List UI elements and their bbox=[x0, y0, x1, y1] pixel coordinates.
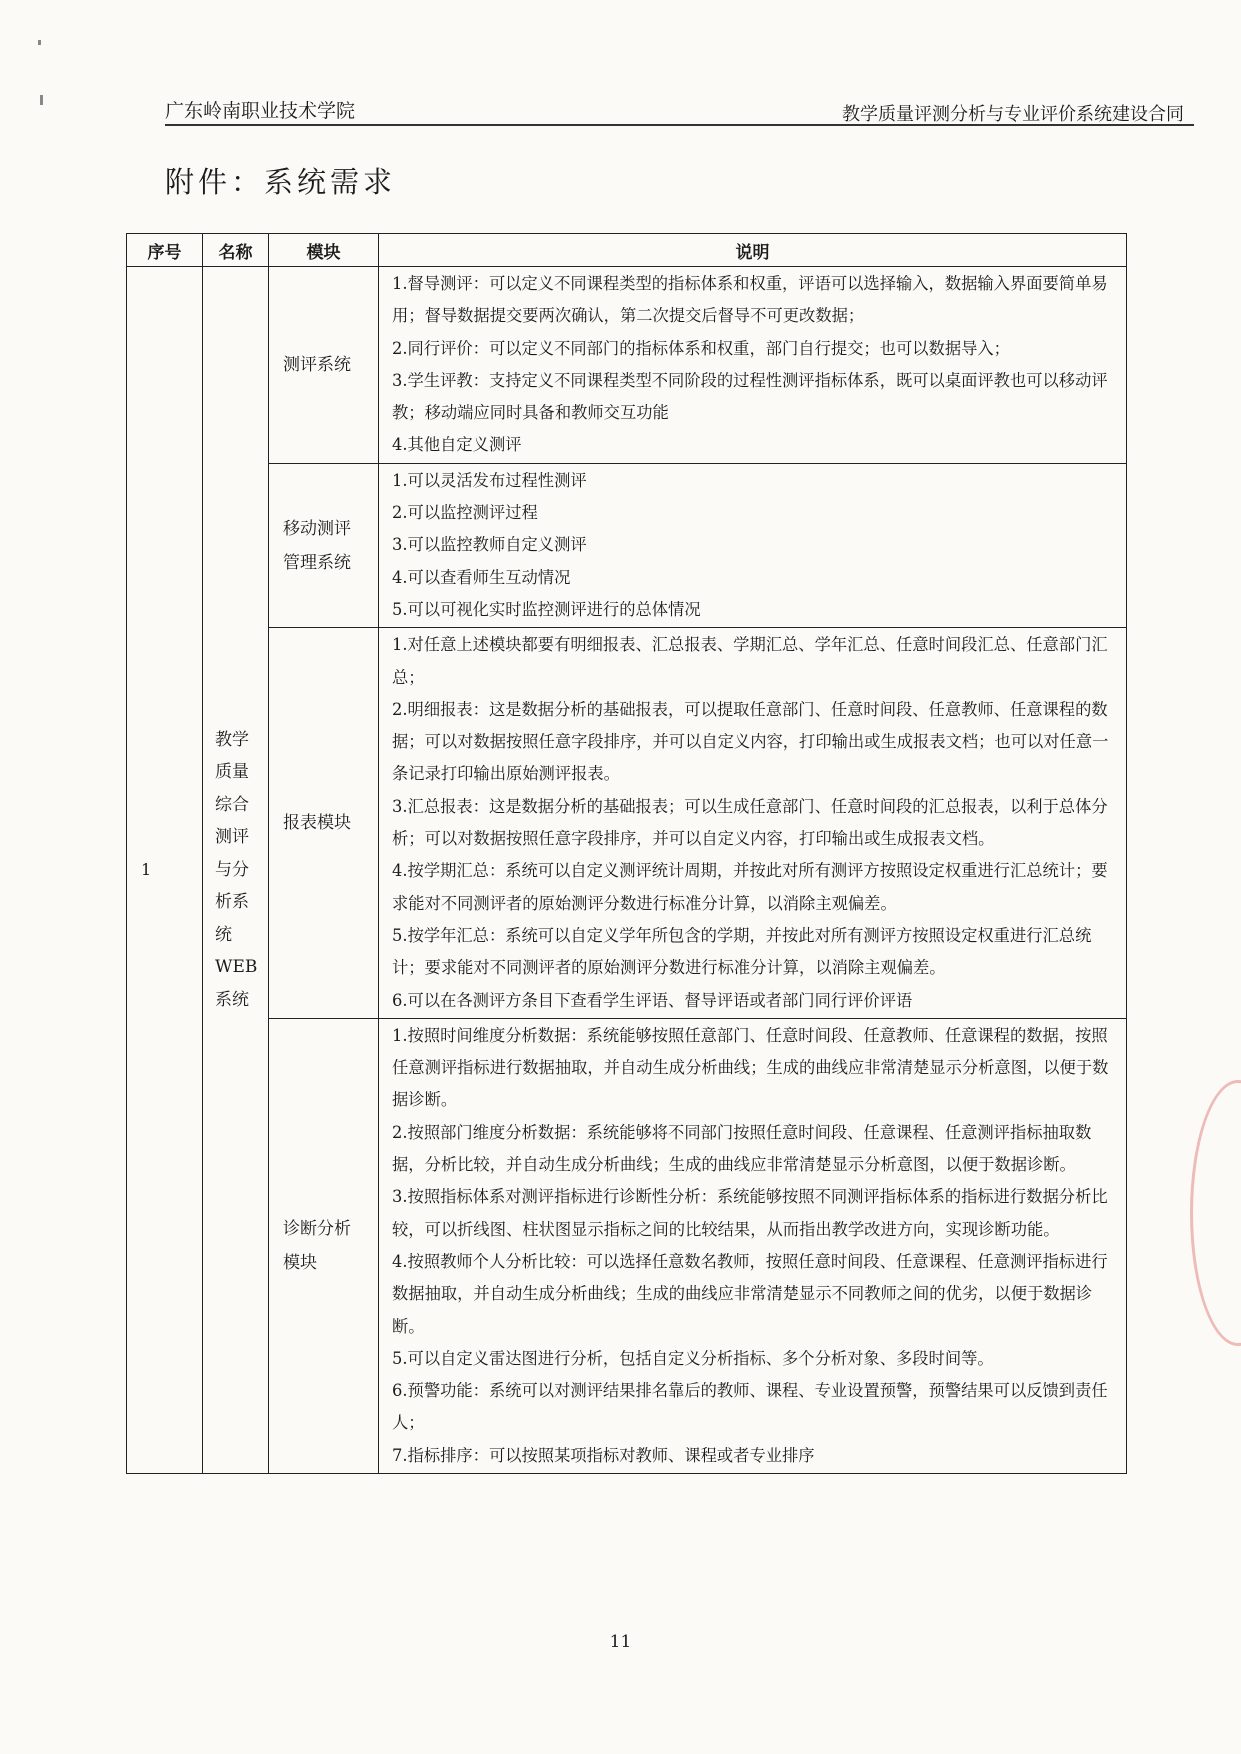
module-reports bbox=[269, 628, 379, 1019]
page-number: 11 bbox=[609, 1632, 632, 1652]
row-number: 1 bbox=[127, 267, 203, 1474]
requirement-item: 1.按照时间维度分析数据：系统能够按照任意部门、任意时间段、任意教师、任意课程的数据，按照任意测评指标进行数据抽取，并自动生成分析曲线；生成的曲线应非常清楚显示分析意图，以便于数据诊断。 bbox=[392, 1025, 1109, 1110]
module-name-line: 模块 bbox=[283, 1252, 317, 1273]
requirement-item: 3.汇总报表：这是数据分析的基础报表；可以生成任意部门、任意时间段的汇总报表，以利于总体分析；可以对数据按照任意字段排序，并可以自定义内容，打印输出或生成报表文档。 bbox=[392, 796, 1108, 849]
header-name: 名称 bbox=[203, 234, 269, 267]
table-row bbox=[127, 1018, 1127, 1473]
system-name-line: 教学 bbox=[215, 729, 249, 750]
red-seal-stamp bbox=[1190, 1080, 1241, 1346]
requirement-item: 4.按照教师个人分析比较：可以选择任意数名教师，按照任意时间段、任意课程、任意测评指标进行数据抽取，并自动生成分析曲线；生成的曲线应非常清楚显示不同教师之间的优劣，以便于数据诊断。 bbox=[392, 1251, 1108, 1336]
requirement-item: 2.明细报表：这是数据分析的基础报表，可以提取任意部门、任意时间段、任意教师、任意课程的数据；可以对数据按照任意字段排序，并可以自定义内容，打印输出或生成报表文档；也可以对任意一条记录打印输出原始测评报表。 bbox=[392, 699, 1109, 784]
module-evaluation-description bbox=[379, 267, 1127, 464]
requirement-item: 1.督导测评：可以定义不同课程类型的指标体系和权重，评语可以选择输入，数据输入界面要简单易用；督导数据提交要两次确认，第二次提交后督导不可更改数据； bbox=[392, 274, 1108, 326]
requirements-table bbox=[126, 233, 1127, 1474]
module-evaluation-system bbox=[269, 267, 379, 464]
module-diagnostic-analysis bbox=[269, 1018, 379, 1473]
requirement-item: 1.可以灵活发布过程性测评 bbox=[392, 470, 587, 490]
requirement-item: 5.可以可视化实时监控测评进行的总体情况 bbox=[392, 599, 701, 619]
system-name-line: 与分 bbox=[215, 859, 249, 880]
header-institution: 广东岭南职业技术学院 bbox=[165, 100, 356, 122]
module-name-line: 移动测评 bbox=[283, 518, 351, 539]
table-row bbox=[127, 267, 1127, 464]
table-row bbox=[127, 628, 1127, 1019]
requirement-item: 7.指标排序：可以按照某项指标对教师、课程或者专业排序 bbox=[392, 1445, 815, 1465]
requirement-item: 6.预警功能：系统可以对测评结果排名靠后的教师、课程、专业设置预警，预警结果可以反馈到责任人； bbox=[392, 1381, 1108, 1433]
system-name-line: 综合 bbox=[215, 794, 249, 815]
requirement-item: 6.可以在各测评方条目下查看学生评语、督导评语或者部门同行评价评语 bbox=[392, 990, 913, 1010]
system-name-line: 析系 bbox=[215, 892, 249, 913]
requirement-item: 3.按照指标体系对测评指标进行诊断性分析：系统能够按照不同测评指标体系的指标进行数据分析比较，可以折线图、柱状图显示指标之间的比较结果，从而指出教学改进方向，实现诊断功能。 bbox=[392, 1187, 1108, 1239]
system-name-line: WEB bbox=[215, 957, 258, 978]
requirement-item: 3.学生评教：支持定义不同课程类型不同阶段的过程性测评指标体系，既可以桌面评教也可以移动评教；移动端应同时具备和教师交互功能 bbox=[392, 370, 1108, 423]
table-header-row bbox=[127, 234, 1127, 267]
scan-speck bbox=[38, 40, 41, 45]
scan-speck bbox=[40, 95, 43, 105]
header-contract-title: 教学质量评测分析与专业评价系统建设合同 bbox=[842, 104, 1184, 125]
requirement-item: 1.对任意上述模块都要有明细报表、汇总报表、学期汇总、学年汇总、任意时间段汇总、任意部门汇总； bbox=[392, 635, 1108, 687]
header-description: 说明 bbox=[379, 234, 1127, 267]
module-mobile-management bbox=[269, 463, 379, 627]
page-header bbox=[165, 92, 1184, 126]
requirement-item: 4.其他自定义测评 bbox=[392, 435, 522, 455]
requirements-table-wrapper bbox=[126, 233, 1126, 1474]
module-name-line: 管理系统 bbox=[283, 552, 351, 573]
system-name-line: 系统 bbox=[215, 989, 249, 1010]
requirement-item: 2.按照部门维度分析数据：系统能够将不同部门按照任意时间段、任意课程、任意测评指标抽取数据，分析比较，并自动生成分析曲线；生成的曲线应非常清楚显示分析意图，以便于数据诊断。 bbox=[392, 1122, 1092, 1175]
requirement-item: 3.可以监控教师自定义测评 bbox=[392, 535, 587, 555]
module-name-line: 诊断分析 bbox=[283, 1218, 351, 1239]
header-no: 序号 bbox=[127, 234, 203, 267]
requirement-item: 2.同行评价：可以定义不同部门的指标体系和权重，部门自行提交；也可以数据导入； bbox=[392, 338, 1010, 358]
requirement-item: 5.可以自定义雷达图进行分析，包括自定义分析指标、多个分析对象、多段时间等。 bbox=[392, 1348, 994, 1368]
requirement-item: 2.可以监控测评过程 bbox=[392, 503, 538, 523]
system-name-line: 质量 bbox=[215, 762, 249, 783]
header-rule bbox=[165, 124, 1194, 126]
requirement-item: 4.可以查看师生互动情况 bbox=[392, 567, 571, 587]
module-diagnostic-description bbox=[379, 1018, 1127, 1473]
module-name-line: 测评系统 bbox=[283, 354, 351, 375]
module-mobile-description bbox=[379, 463, 1127, 627]
system-name-line: 统 bbox=[215, 924, 232, 945]
page-title: 附件：系统需求 bbox=[165, 165, 397, 199]
requirement-item: 4.按学期汇总：系统可以自定义测评统计周期，并按此对所有测评方按照设定权重进行汇总统计；要求能对不同测评者的原始测评分数进行标准分计算，以消除主观偏差。 bbox=[392, 861, 1108, 913]
module-name-line: 报表模块 bbox=[283, 813, 351, 834]
header-module: 模块 bbox=[269, 234, 379, 267]
system-name bbox=[203, 267, 269, 1474]
system-name-line: 测评 bbox=[215, 827, 249, 848]
requirement-item: 5.按学年汇总：系统可以自定义学年所包含的学期，并按此对所有测评方按照设定权重进行汇总统计；要求能对不同测评者的原始测评分数进行标准分计算，以消除主观偏差。 bbox=[392, 925, 1092, 978]
module-reports-description bbox=[379, 628, 1127, 1019]
table-row bbox=[127, 463, 1127, 627]
